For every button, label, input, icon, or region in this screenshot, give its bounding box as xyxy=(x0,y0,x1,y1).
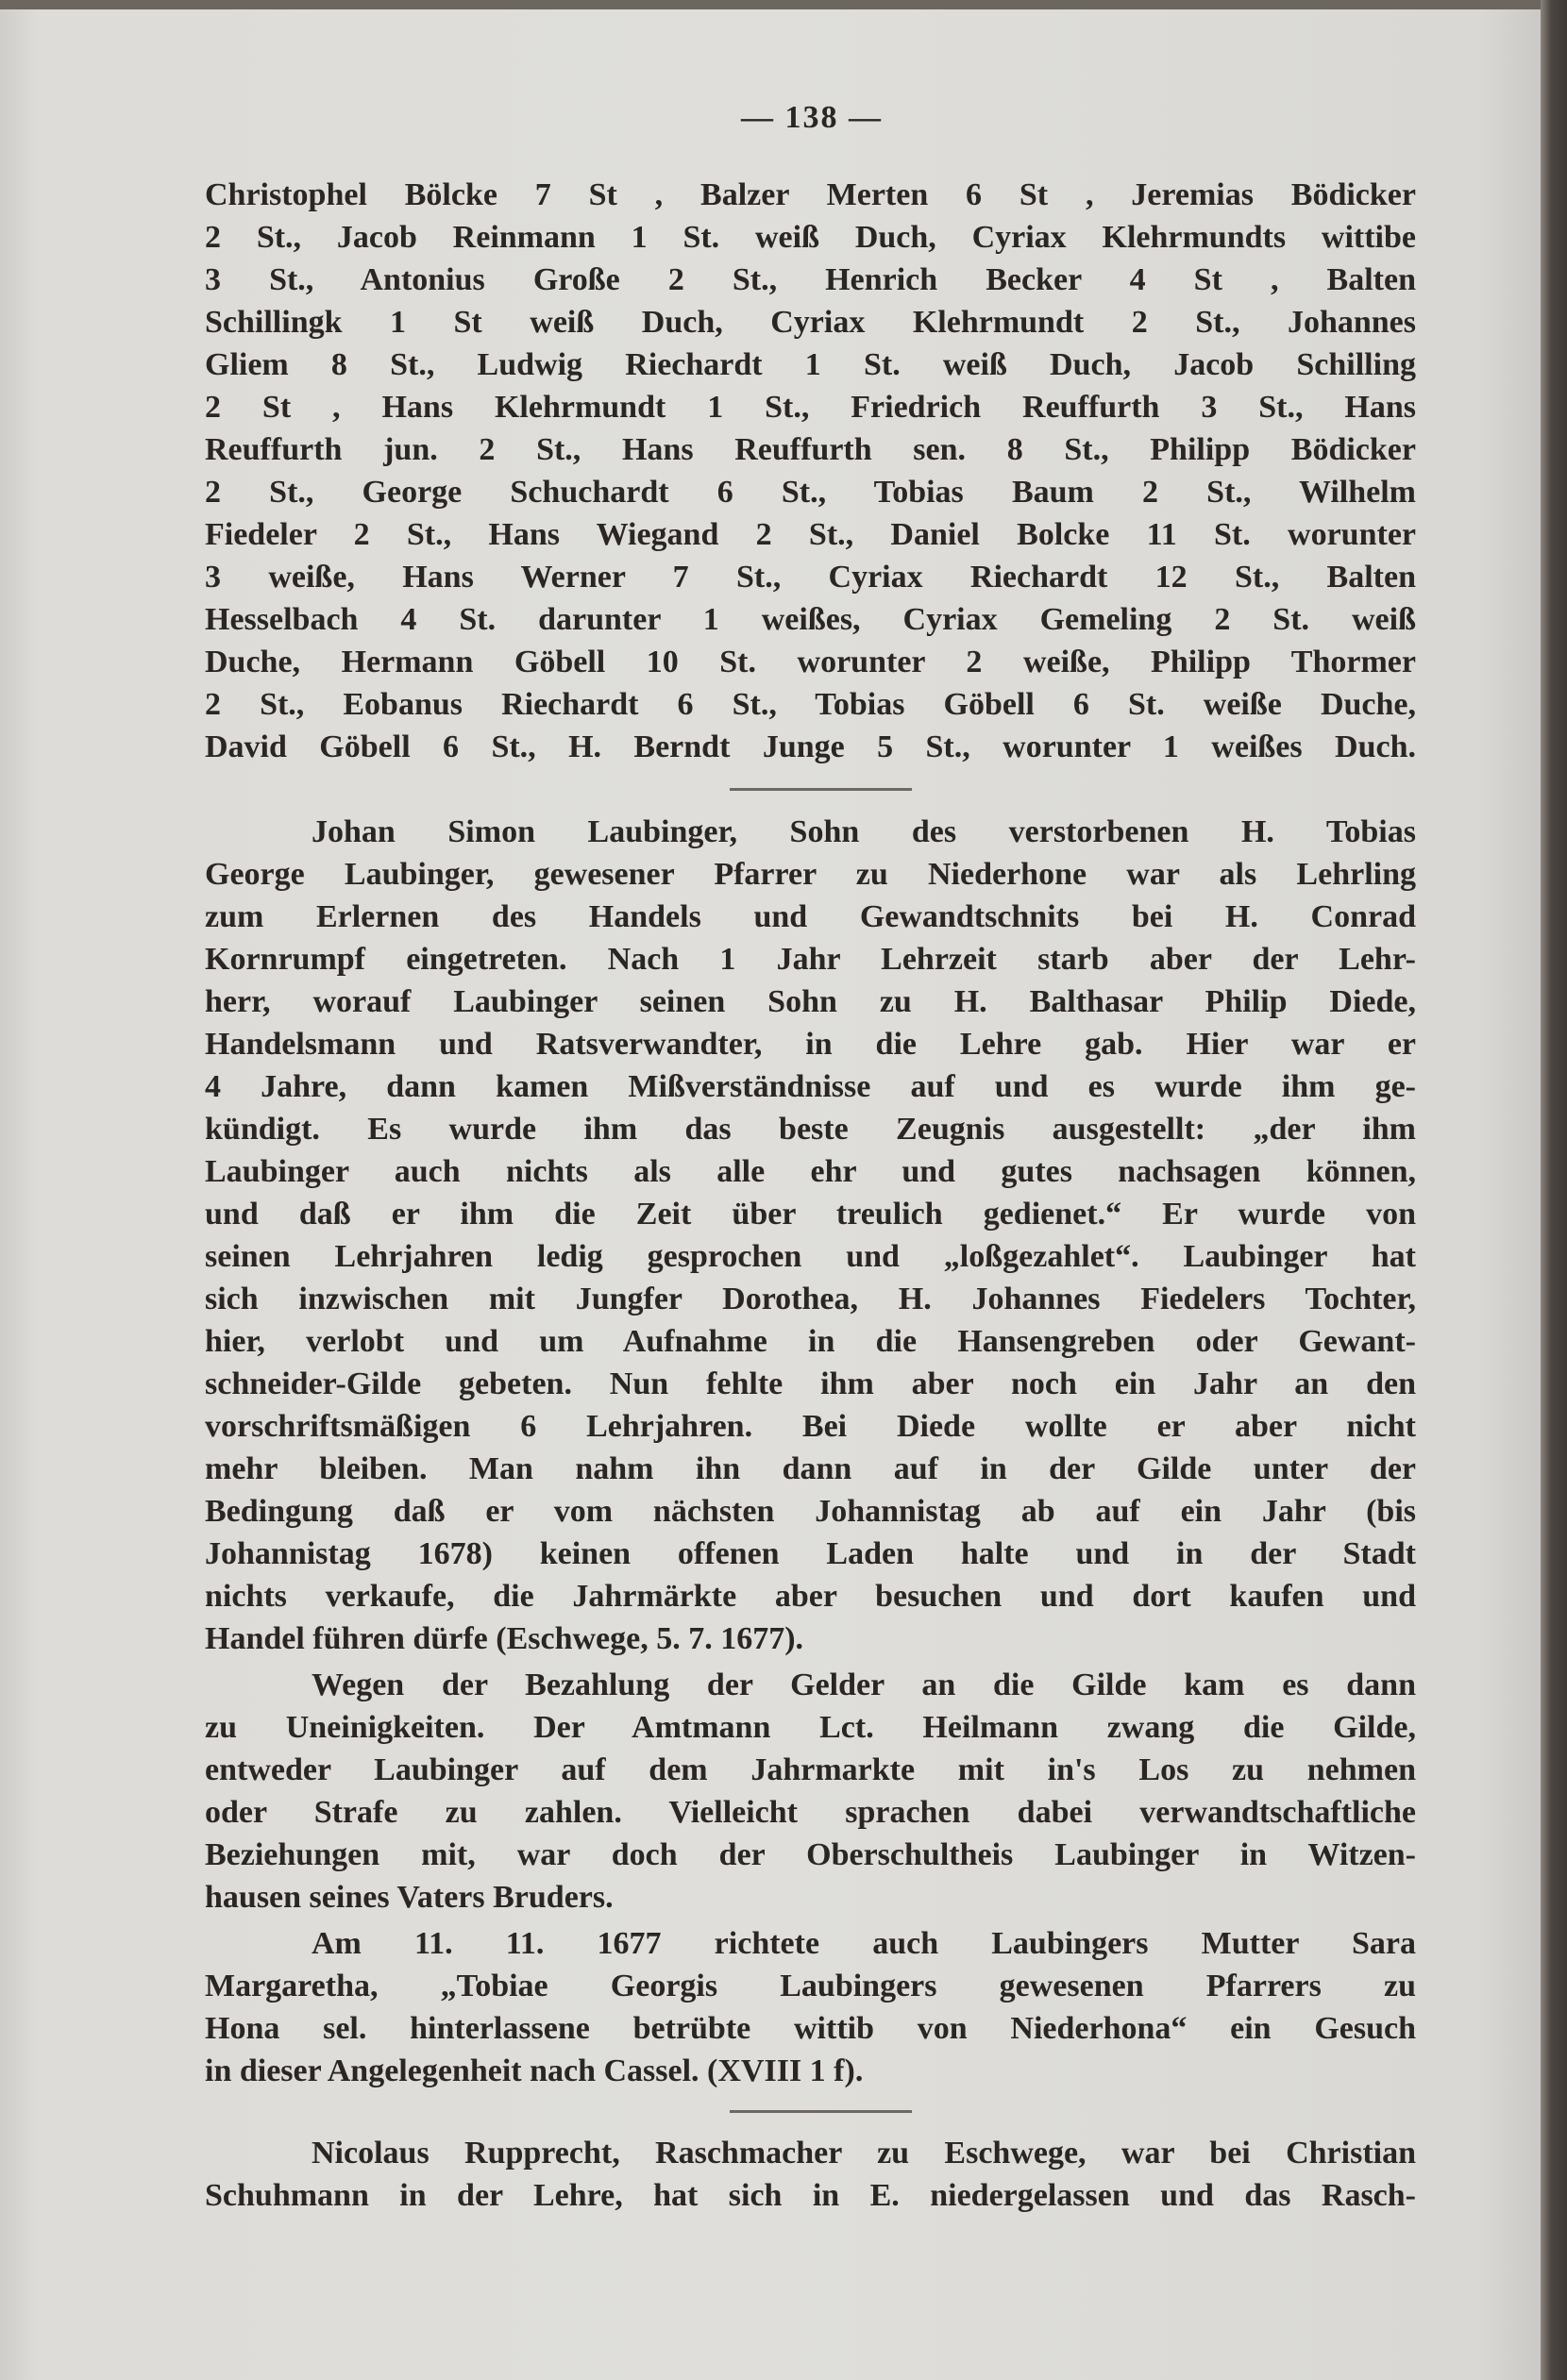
text-line: Duche, Hermann Göbell 10 St. worunter 2 weiße, Philipp Thormer xyxy=(205,644,1416,679)
text-line: seinen Lehrjahren ledig gesprochen und „loßgezahlet“. Laubinger hat xyxy=(205,1238,1416,1274)
text-line: und daß er ihm die Zeit über treulich gedienet.“ Er wurde von xyxy=(205,1196,1416,1232)
text-line: zum Erlernen des Handels und Gewandtschnits bei H. Conrad xyxy=(205,898,1416,934)
section-separator xyxy=(730,2110,912,2113)
text-line: Margaretha, „Tobiae Georgis Laubingers gewesenen Pfarrers zu xyxy=(205,1968,1416,2003)
text-line: zu Uneinigkeiten. Der Amtmann Lct. Heilmann zwang die Gilde, xyxy=(205,1709,1416,1745)
text-line: Christophel Bölcke 7 St , Balzer Merten 6 St , Jeremias Bödicker xyxy=(205,176,1416,212)
text-line: Wegen der Bezahlung der Gelder an die Gilde kam es dann xyxy=(312,1667,1416,1702)
text-line: Johan Simon Laubinger, Sohn des verstorbenen H. Tobias xyxy=(312,813,1416,849)
text-line: Laubinger auch nichts als alle ehr und gutes nachsagen können, xyxy=(205,1153,1416,1189)
text-line: David Göbell 6 St., H. Berndt Junge 5 St., worunter 1 weißes Duch. xyxy=(205,729,1416,764)
text-line: Nicolaus Rupprecht, Raschmacher zu Eschwege, war bei Christian xyxy=(312,2135,1416,2170)
text-line: Handel führen dürfe (Eschwege, 5. 7. 1677). xyxy=(205,1620,804,1656)
text-line: 3 St., Antonius Große 2 St., Henrich Becker 4 St , Balten xyxy=(205,261,1416,297)
text-line: 2 St., George Schuchardt 6 St., Tobias Baum 2 St., Wilhelm xyxy=(205,474,1416,510)
text-line: Hesselbach 4 St. darunter 1 weißes, Cyriax Gemeling 2 St. weiß xyxy=(205,601,1416,637)
text-line: 3 weiße, Hans Werner 7 St., Cyriax Riechardt 12 St., Balten xyxy=(205,559,1416,595)
text-line: hausen seines Vaters Bruders. xyxy=(205,1879,614,1915)
text-line: Johannistag 1678) keinen offenen Laden halte und in der Stadt xyxy=(205,1535,1416,1571)
text-line: 2 St., Eobanus Riechardt 6 St., Tobias Göbell 6 St. weiße Duche, xyxy=(205,686,1416,722)
text-line: Reuffurth jun. 2 St., Hans Reuffurth sen. 8 St., Philipp Bödicker xyxy=(205,431,1416,467)
text-line: sich inzwischen mit Jungfer Dorothea, H. Johannes Fiedelers Tochter, xyxy=(205,1281,1416,1316)
text-line: Bedingung daß er vom nächsten Johannistag ab auf ein Jahr (bis xyxy=(205,1493,1416,1529)
text-line: hier, verlobt und um Aufnahme in die Hansengreben oder Gewant- xyxy=(205,1323,1416,1359)
text-line: Am 11. 11. 1677 richtete auch Laubingers Mutter Sara xyxy=(312,1925,1416,1961)
text-line: kündigt. Es wurde ihm das beste Zeugnis ausgestellt: „der ihm xyxy=(205,1111,1416,1147)
text-line: herr, worauf Laubinger seinen Sohn zu H. Balthasar Philip Diede, xyxy=(205,983,1416,1019)
page-number: — 138 — xyxy=(741,100,883,135)
text-line: 4 Jahre, dann kamen Mißverständnisse auf und es wurde ihm ge- xyxy=(205,1068,1416,1104)
scan-edge-top xyxy=(0,0,1567,9)
section-separator xyxy=(730,788,912,791)
text-line: vorschriftsmäßigen 6 Lehrjahren. Bei Diede wollte er aber nicht xyxy=(205,1408,1416,1444)
text-line: Schuhmann in der Lehre, hat sich in E. niedergelassen und das Rasch- xyxy=(205,2177,1416,2213)
scan-edge-right xyxy=(1541,0,1567,2380)
text-line: Kornrumpf eingetreten. Nach 1 Jahr Lehrzeit starb aber der Lehr- xyxy=(205,941,1416,977)
text-line: oder Strafe zu zahlen. Vielleicht sprachen dabei verwandtschaftliche xyxy=(205,1794,1416,1830)
text-line: schneider-Gilde gebeten. Nun fehlte ihm aber noch ein Jahr an den xyxy=(205,1366,1416,1401)
text-line: Gliem 8 St., Ludwig Riechardt 1 St. weiß Duch, Jacob Schilling xyxy=(205,346,1416,382)
text-line: nichts verkaufe, die Jahrmärkte aber besuchen und dort kaufen und xyxy=(205,1578,1416,1614)
text-line: 2 St , Hans Klehrmundt 1 St., Friedrich Reuffurth 3 St., Hans xyxy=(205,389,1416,425)
text-line: 2 St., Jacob Reinmann 1 St. weiß Duch, Cyriax Klehrmundts wittibe xyxy=(205,219,1416,255)
text-line: entweder Laubinger auf dem Jahrmarkte mit in's Los zu nehmen xyxy=(205,1751,1416,1787)
text-line: mehr bleiben. Man nahm ihn dann auf in der Gilde unter der xyxy=(205,1450,1416,1486)
text-line: Schillingk 1 St weiß Duch, Cyriax Klehrmundt 2 St., Johannes xyxy=(205,304,1416,340)
text-line: Hona sel. hinterlassene betrübte wittib von Niederhona“ ein Gesuch xyxy=(205,2010,1416,2046)
text-line: Beziehungen mit, war doch der Oberschultheis Laubinger in Witzen- xyxy=(205,1836,1416,1872)
text-line: Handelsmann und Ratsverwandter, in die Lehre gab. Hier war er xyxy=(205,1026,1416,1062)
text-line: in dieser Angelegenheit nach Cassel. (XVIII 1 f). xyxy=(205,2053,864,2088)
text-line: George Laubinger, gewesener Pfarrer zu Niederhone war als Lehrling xyxy=(205,856,1416,892)
text-line: Fiedeler 2 St., Hans Wiegand 2 St., Daniel Bolcke 11 St. worunter xyxy=(205,516,1416,552)
